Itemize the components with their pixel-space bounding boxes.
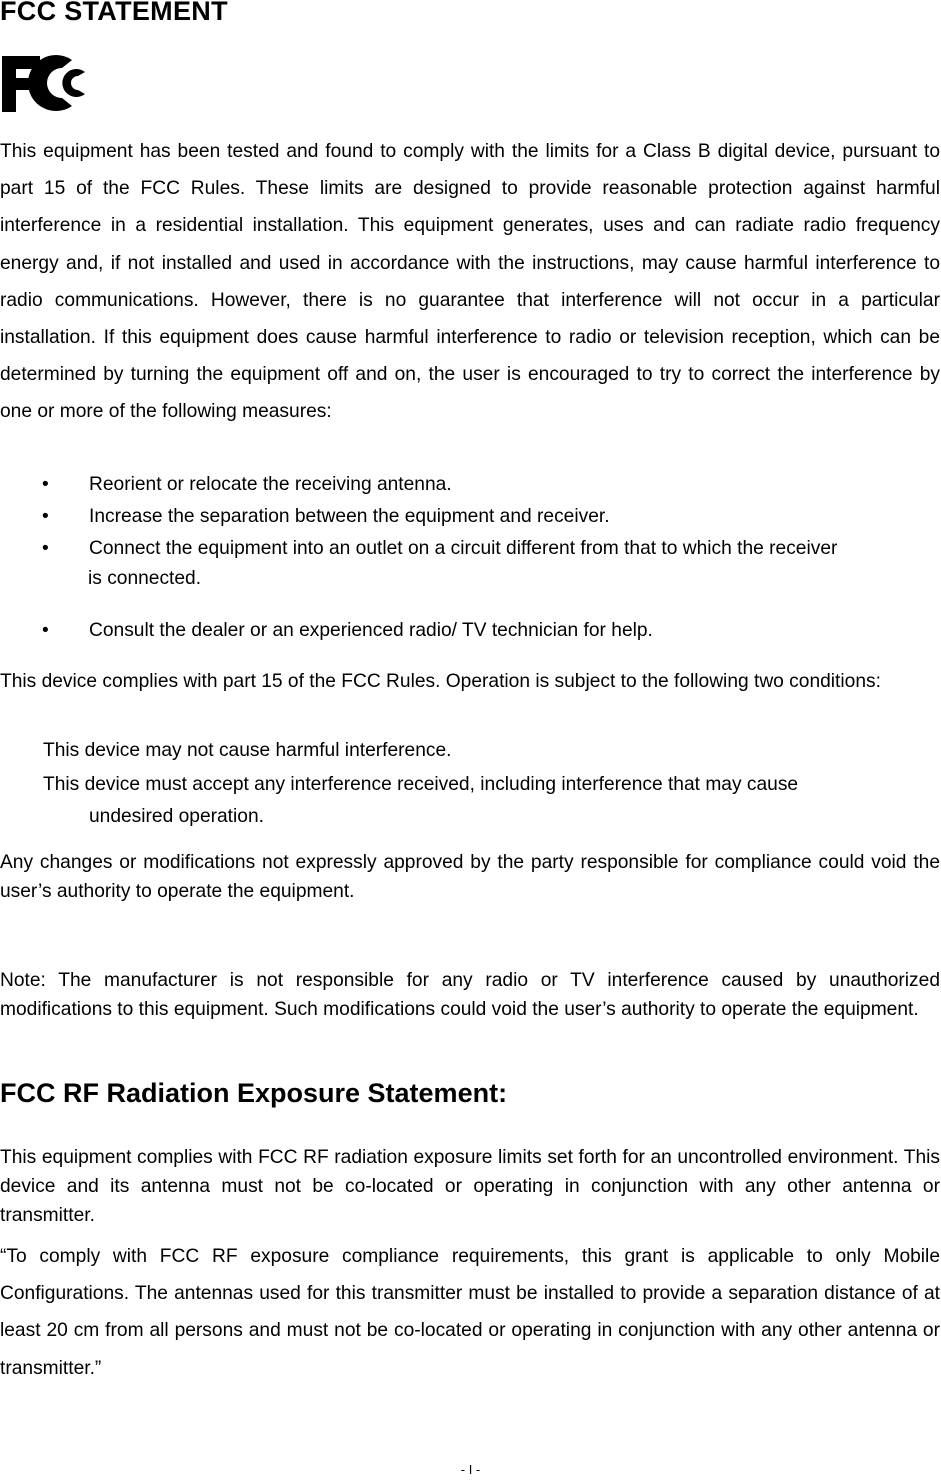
rf-exposure-heading: FCC RF Radiation Exposure Statement: [0,1078,508,1108]
bullet-icon: • [42,506,49,527]
bullet-icon: • [42,620,49,641]
mobile-config-paragraph: “To comply with FCC RF exposure compliance requirements, this grant is applicable to only Mobile Configurations. The antennas used for this transmitter must be installed to provide a separation distance of at least 20 cm from all persons and must not be co-located or operating in conjunction with any other antenna or transmitter.” [0,1246,940,1379]
page-number: - I - [460,1462,481,1477]
condition-2: This device must accept any interference received, including interference that may cause [43,774,799,795]
bullet-icon: • [42,474,49,495]
changes-paragraph: Any changes or modifications not expressly approved by the party responsible for compliance could void the user’s authority to operate the equipment. [0,852,940,902]
bullet-icon: • [42,538,49,559]
condition-2-continuation: undesired operation. [89,806,264,827]
note-paragraph: Note: The manufacturer is not responsible for any radio or TV interference caused by unauthorized modifications to this equipment. Such modifications could void the user’s authority to operate the equipment. [0,970,940,1020]
rf-exposure-paragraph: This equipment complies with FCC RF radiation exposure limits set forth for an uncontrolled environment. This device and its antenna must not be co-located or operating in conjunction with any other antenna or transmitter. [0,1147,940,1226]
condition-1: This device may not cause harmful interference. [43,740,452,761]
compliance-paragraph: This device complies with part 15 of the FCC Rules. Operation is subject to the following two conditions: [0,671,881,692]
fcc-logo-icon [0,52,88,114]
intro-paragraph: This equipment has been tested and found to comply with the limits for a Class B digital device, pursuant to part 15 of the FCC Rules. These limits are designed to provide reasonable protection against harmful interference in a residential installation. This equipment generates, uses and can radiate radio frequency energy and, if not installed and used in accordance with the instructions, may cause harmful interference to radio communications. However, there is no guarantee that interference will not occur in a particular installation. If this equipment does cause harmful interference to radio or television reception, which can be determined by turning the equipment off and on, the user is encouraged to try to correct the interference by one or more of the following measures: [0,141,940,423]
page-title: FCC STATEMENT [0,0,228,26]
document-page: FCC STATEMENT This equipment has been tested and found to comply with the limits for a Class B digital device, pursuant to part 15 of the FCC Rules. These limits are designed to provide reasonable protection against harmful interference in a residential installation. This equipment generates, uses and can radiate radio frequency energy and, if not installed and used in accordance with the instructions, may cause harmful interference to radio communications. However, there is no guarantee that interference will not occur in a particular installation. If this equipment does cause harmful interference to radio or television reception, which can be determined by turning the equipment off and on, the user is encouraged to try to correct the interference by one or more of the following measures: • Reorient or relocate the receiving antenna. • Increase the separation between the equipment and receiver. • Connect the equipment into an outlet on a circuit different from that to which the receiver is connected. • Consult the dealer or an experienced radio/ TV technician for help. This device complies with part 15 of the FCC Rules. Operation is subject to the following two conditions: This device may not cause harmful interference. This device must accept any interference received, including interference that may cause undesired operation. Any changes or modifications not expressly approved by the party responsible for compliance could void the user’s authority to operate the equipment. Note: The manufacturer is not responsible for any radio or TV interference caused by unauthorized modifications to this equipment. Such modifications could void the user’s authority to operate the equipment. FCC RF Radiation Exposure Statement: This equipment complies with FCC RF radiation exposure limits set forth for an uncontrolled environment. This device and its antenna must not be co-located or operating in conjunction with any other antenna or transmitter. “To comply with FCC RF exposure compliance requirements, this grant is applicable to only Mobile Configurations. The antennas used for this transmitter must be installed to provide a separation distance of at least 20 cm from all persons and must not be co-located or operating in conjunction with any other antenna or transmitter.” - I - [0,0,941,1482]
